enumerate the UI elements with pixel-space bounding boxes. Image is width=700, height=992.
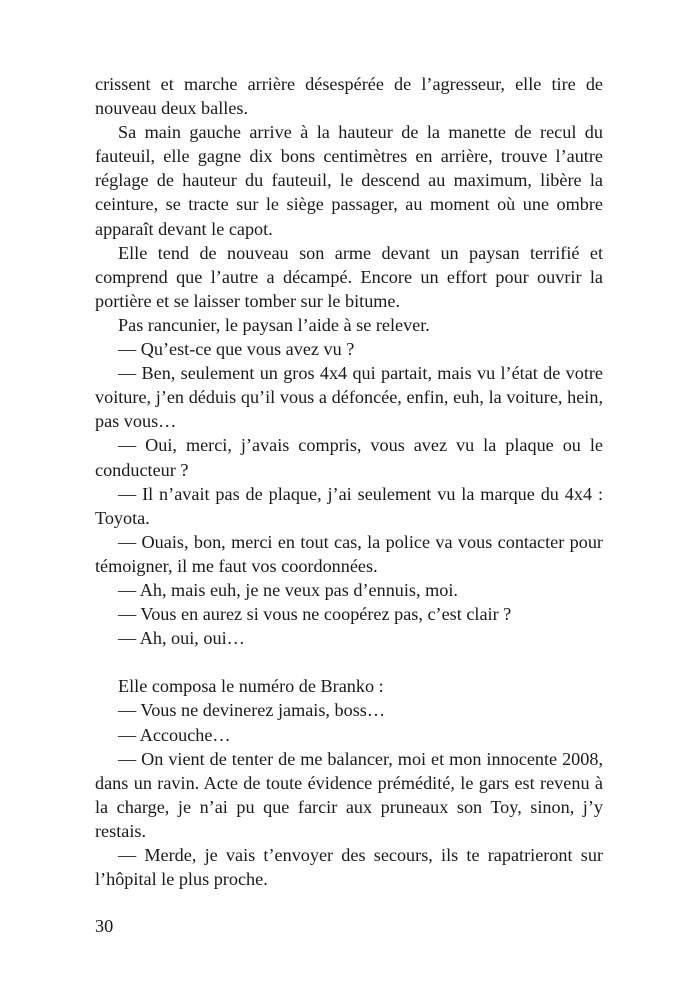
dialogue-line: — Oui, merci, j’avais compris, vous avez vu la plaque ou le conducteur ? (95, 435, 603, 480)
body-text (95, 72, 603, 891)
paragraph: Sa main gauche arrive à la hauteur de la manette de recul du fauteuil, elle gagne dix bons centimètres en arrière, trouve l’autre réglage de hauteur du fauteuil, le descend au maximum, libère la ceinture, se tracte sur le siège passager, au moment où une ombre apparaît devant le capot. (95, 122, 603, 239)
dialogue-line: — Qu’est-ce que vous avez vu ? (118, 339, 355, 360)
dialogue-line: — Vous en aurez si vous ne coopérez pas, c’est clair ? (118, 604, 512, 625)
dialogue-line: — Ouais, bon, merci en tout cas, la police va vous contacter pour témoigner, il me faut vos coordonnées. (95, 531, 603, 576)
paragraph: Elle composa le numéro de Branko : (118, 676, 384, 697)
dialogue-line: — On vient de tenter de me balancer, moi et mon innocente 2008, dans un ravin. Acte de toute évidence prémédité, le gars est revenu à la charge, je n’ai pu que farcir aux pruneaux son Toy, sinon, j’y restais. (95, 748, 603, 841)
page-number: 30 (95, 916, 114, 936)
dialogue-line: — Il n’avait pas de plaque, j’ai seulement vu la marque du 4x4 : Toyota. (95, 483, 603, 528)
paragraph: Pas rancunier, le paysan l’aide à se relever. (118, 314, 430, 335)
dialogue-line: — Ben, seulement un gros 4x4 qui partait, mais vu l’état de votre voiture, j’en déduis qu’il vous a défoncée, enfin, euh, la voiture, hein, pas vous… (95, 363, 603, 432)
dialogue-line: — Accouche… (118, 724, 231, 745)
dialogue-line: — Ah, mais euh, je ne veux pas d’ennuis, moi. (118, 579, 458, 600)
section-break (95, 650, 603, 674)
paragraph: crissent et marche arrière désespérée de l’agresseur, elle tire de nouveau deux balles. (95, 74, 603, 119)
dialogue-line: — Ah, oui, oui… (118, 628, 245, 649)
dialogue-line: — Merde, je vais t’envoyer des secours, ils te rapatrieront sur l’hôpital le plus proche. (95, 845, 603, 890)
dialogue-line: — Vous ne devinerez jamais, boss… (118, 700, 386, 721)
paragraph: Elle tend de nouveau son arme devant un paysan terrifié et comprend que l’autre a décampé. Encore un effort pour ouvrir la portière et se laisser tomber sur le bitume. (95, 242, 603, 311)
